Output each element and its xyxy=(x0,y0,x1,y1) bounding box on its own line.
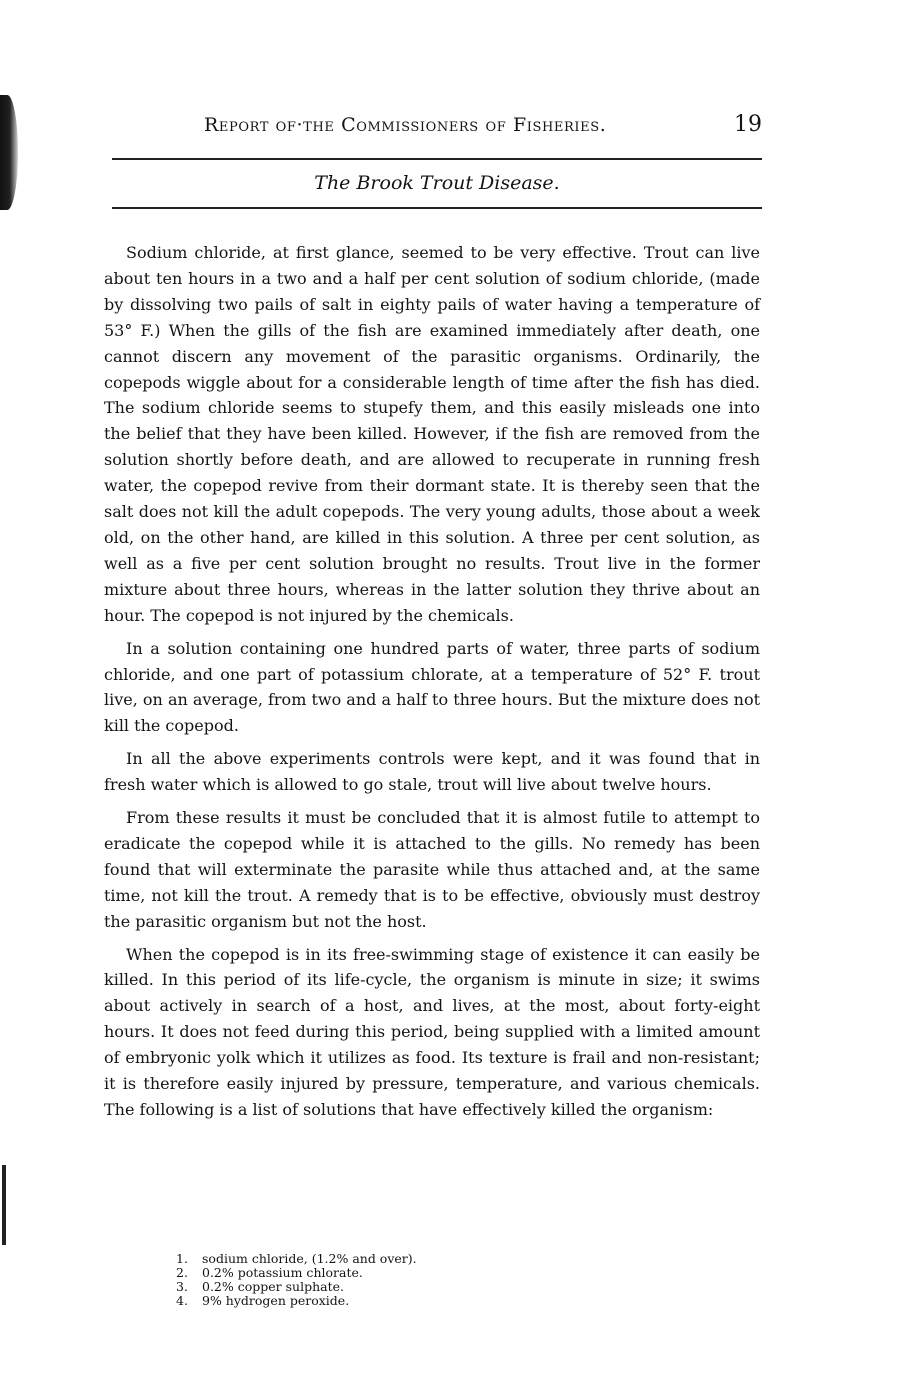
header-rule-bottom xyxy=(112,207,762,209)
scan-margin-mark xyxy=(2,1165,6,1245)
page-number: 19 xyxy=(734,112,762,137)
list-item xyxy=(176,1266,596,1280)
list-item-text: 0.2% copper sulphate. xyxy=(202,1279,344,1294)
list-item xyxy=(176,1294,596,1308)
list-item-number: 2. xyxy=(176,1265,188,1280)
list-item-text: sodium chloride, (1.2% and over). xyxy=(202,1251,417,1266)
list-item-number: 3. xyxy=(176,1279,188,1294)
list-item-number: 1. xyxy=(176,1251,188,1266)
header-rule-top xyxy=(112,158,762,160)
running-head xyxy=(112,110,762,146)
running-title: Report of·the Commissioners of Fisheries. xyxy=(204,114,607,136)
paragraph: In all the above experiments controls were kept, and it was found that in fresh water which is allowed to go stale, trout will live about twelve hours. xyxy=(104,749,760,795)
list-item xyxy=(176,1280,596,1294)
list-item xyxy=(176,1252,596,1266)
list-item-text: 9% hydrogen peroxide. xyxy=(202,1293,350,1308)
paragraph: From these results it must be concluded that it is almost futile to attempt to eradicate the copepod while it is attached to the gills. No remedy has been found that will exterminate the parasite while thus attached and, at the same time, not kill the trout. A remedy that is to be effective, obviously must destroy the parasitic organism but not the host. xyxy=(104,808,760,931)
section-title: The Brook Trout Disease. xyxy=(314,172,560,194)
paragraph: When the copepod is in its free-swimming stage of existence it can easily be killed. In this period of its life-cycle, the organism is minute in size; it swims about actively in search of a host, and lives, at the most, about forty-eight hours. It does not feed during this period, being supplied with a limited amount of embryonic yolk which it utilizes as food. Its texture is frail and non-resistant; it is therefore easily injured by pressure, temperature, and various chemicals. The following is a list of solutions that have effectively killed the organism: xyxy=(104,944,760,1119)
list-item-number: 4. xyxy=(176,1293,188,1308)
paragraph: Sodium chloride, at first glance, seemed to be very effective. Trout can live about ten hours in a two and a half per cent solution of sodium chloride, (made by dissolving two pails of salt in eighty pails of water having a temperature of 53° F.) When the gills of the fish are examined immediately after death, one cannot discern any movement of the parasitic organisms. Ordinarily, the copepods wiggle about for a considerable length of time after the fish has died. The sodium chloride seems to stupefy them, and this easily misleads one into the belief that they have been killed. However, if the fish are removed from the solution shortly before death, and are allowed to recuperate in running fresh water, the copepod revive from their dormant state. It is thereby seen that the salt does not kill the adult copepods. The very young adults, those about a week old, on the other hand, are killed in this solution. A three per cent solution, as well as a five per cent solution brought no results. Trout live in the former mixture about three hours, whereas in the latter solution they thrive about an hour. The copepod is not injured by the chemicals. xyxy=(104,243,760,625)
paragraph: In a solution containing one hundred parts of water, three parts of sodium chloride, and one part of potassium chlorate, at a temperature of 52° F. trout live, on an average, from two and a half to three hours. But the mixture does not kill the copepod. xyxy=(104,638,761,736)
scan-edge-shadow xyxy=(0,95,18,210)
solutions-list xyxy=(176,1252,596,1308)
list-item-text: 0.2% potassium chlorate. xyxy=(202,1265,363,1280)
body-text xyxy=(104,240,760,1130)
